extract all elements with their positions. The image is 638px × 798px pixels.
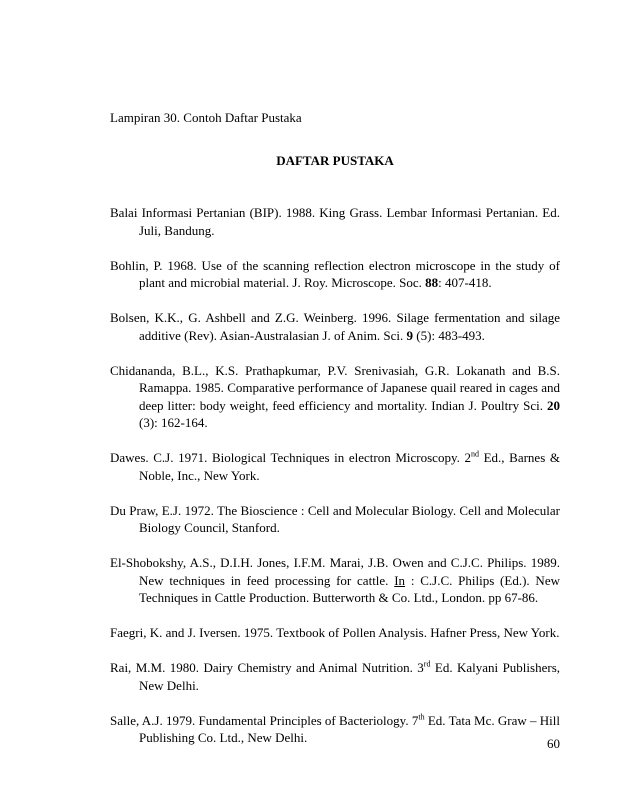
reference-text: rd (423, 659, 431, 669)
reference-text: Bolsen, K.K., G. Ashbell and Z.G. Weinberg. 1996. Silage fermentation and silage additive (Rev). Asian-Australasian J. of Anim. Sci. (110, 310, 560, 343)
reference-text: Rai, M.M. 1980. Dairy Chemistry and Animal Nutrition. 3 (110, 660, 424, 675)
reference-entry (110, 362, 560, 432)
reference-entry (110, 204, 560, 239)
reference-text: Du Praw, E.J. 1972. The Bioscience : Cell and Molecular Biology. Cell and Molecular Biology Council, Stanford. (110, 502, 560, 535)
reference-text: 9 (406, 327, 414, 343)
reference-text: Balai Informasi Pertanian (BIP). 1988. King Grass. Lembar Informasi Pertanian. Ed. Juli, Bandung. (110, 205, 560, 238)
reference-entry (110, 449, 560, 484)
reference-text: El-Shobokshy, A.S., D.I.H. Jones, I.F.M. Marai, J.B. Owen and C.J.C. Philips. 1989. New techniques in feed processing for cattle. (110, 555, 560, 588)
reference-text: Ed., Barnes & Noble, Inc., New York. (139, 450, 560, 483)
reference-text: Ed. Kalyani Publishers, New Delhi. (139, 660, 561, 693)
reference-text: Ed. Tata Mc. Graw – Hill Publishing Co. Ltd., New Delhi. (139, 712, 560, 745)
reference-text: th (418, 712, 425, 722)
reference-text: In (394, 572, 406, 588)
reference-entry (110, 554, 560, 607)
reference-entry (110, 712, 560, 747)
reference-text: Chidananda, B.L., K.S. Prathapkumar, P.V. Srenivasiah, G.R. Lokanath and B.S. Ramappa. 1985. Comparative performance of Japanese quail reared in cages and deep litter: body weight, feed efficiency and mortality. Indian J. Poultry Sci. (110, 362, 560, 413)
reference-entry (110, 624, 560, 642)
reference-text: (3): 162-164. (139, 415, 208, 430)
reference-text: 20 (547, 397, 560, 413)
page-number: 60 (547, 736, 560, 751)
reference-text: Salle, A.J. 1979. Fundamental Principles of Bacteriology. 7 (110, 712, 419, 728)
reference-text: : C.J.C. Philips (Ed.). New Techniques in Cattle Production. Butterworth & Co. Ltd., London. pp 67-86. (139, 572, 560, 605)
reference-entry (110, 309, 560, 344)
reference-text: Faegri, K. and J. Iversen. 1975. Textbook of Pollen Analysis. Hafner Press, New York. (110, 625, 560, 640)
reference-text: (5): 483-493. (413, 327, 485, 343)
reference-entry (110, 502, 560, 537)
reference-entry (110, 257, 560, 292)
reference-text: nd (470, 449, 479, 459)
appendix-caption: Lampiran 30. Contoh Daftar Pustaka (110, 110, 302, 125)
reference-text: 88 (425, 275, 439, 290)
reference-text: Dawes. C.J. 1971. Biological Techniques in electron Microscopy. 2 (110, 450, 471, 465)
reference-list (110, 204, 560, 747)
reference-text: Bohlin, P. 1968. Use of the scanning reflection electron microscope in the study of plant and microbial material. J. Roy. Microscope. Soc. (110, 257, 560, 290)
reference-entry (110, 659, 560, 694)
page-title: DAFTAR PUSTAKA (276, 153, 394, 168)
reference-text: : 407-418. (438, 275, 492, 290)
